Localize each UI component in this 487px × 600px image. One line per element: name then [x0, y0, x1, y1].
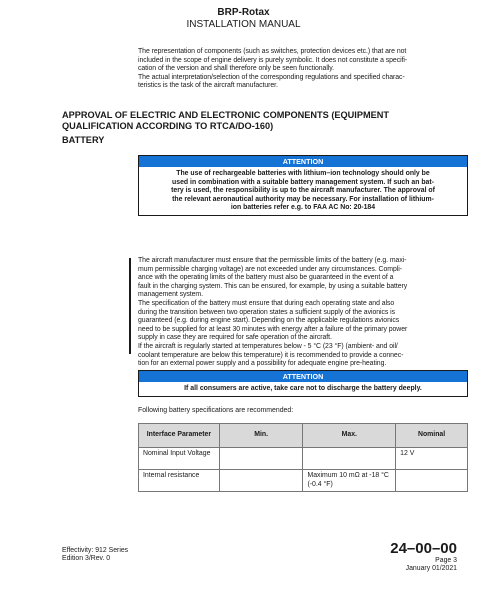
effectivity-text: Effectivity: 912 Series: [62, 547, 129, 554]
section-heading-line: QUALIFICATION ACCORDING TO RTCA/DO-160): [62, 121, 274, 131]
table-cell: Nominal Input Voltage: [139, 448, 220, 470]
company-name: BRP-Rotax: [217, 7, 270, 18]
intro-line: cation of the version and shall therefore only be seen functionally.: [138, 65, 335, 73]
attention-line: used in combination with a suitable battery management system. If such an bat-: [172, 178, 434, 186]
revision-date: January 01/2021: [405, 565, 457, 573]
footer-doc-info: [390, 540, 457, 574]
body-line: management system.: [138, 291, 203, 299]
table-cell: 12 V: [396, 448, 468, 470]
body-line: during the transition between two operation states a sufficient supply of the avionics is: [138, 308, 396, 316]
battery-spec-table: [138, 423, 468, 492]
table-header-row: [139, 424, 468, 448]
body-line: supply in case they are required for safe operation of the aircraft.: [138, 334, 332, 342]
attention-body: [139, 167, 467, 215]
page-header: [0, 7, 487, 31]
attention-box-lithium: [138, 155, 468, 216]
body-line: tion for an external power supply and a possibility for adequate engine pre-heating.: [138, 360, 387, 368]
body-line: need to be supplied for at least 30 minutes with energy after a failure of the primary power: [138, 325, 408, 333]
column-header: Interface Parameter: [139, 424, 220, 448]
table-cell: Internal resistance: [139, 470, 220, 492]
attention-line: the relevant aeronautical authority may be necessary. For installation of lithium-: [172, 195, 434, 203]
spec-intro-text: Following battery specifications are recommended:: [138, 407, 294, 414]
table-row: [139, 470, 468, 492]
manual-title: INSTALLATION MANUAL: [186, 19, 301, 30]
intro-line: teristics is the task of the aircraft manufacturer.: [138, 82, 278, 90]
attention-line: ion batteries refer e.g. to FAA AC No: 20-184: [230, 204, 376, 212]
section-heading: [62, 110, 442, 132]
table-cell: [219, 470, 303, 492]
intro-line: included in the scope of engine delivery is purely symbolic. It does not constitute a specifi-: [138, 56, 408, 64]
intro-line: The actual interpretation/selection of the corresponding regulations and specified charac-: [138, 73, 405, 81]
revision-change-bar: [129, 258, 131, 354]
attention-title: ATTENTION: [139, 371, 467, 382]
attention-box-discharge: [138, 370, 468, 397]
column-header: Min.: [219, 424, 303, 448]
table-cell: [303, 448, 396, 470]
section-heading-line: APPROVAL OF ELECTRIC AND ELECTRONIC COMPONENTS (EQUIPMENT: [62, 110, 390, 120]
table-cell: [396, 470, 468, 492]
attention-line: tery is used, the responsibility is up to the aircraft manufacturer. The approval of: [171, 187, 435, 195]
intro-line: The representation of components (such as switches, protection devices etc.) that are not: [138, 48, 407, 55]
body-line: ance with the operating limits of the battery must also be guaranteed in the event of a: [138, 274, 394, 282]
column-header: Max.: [303, 424, 396, 448]
body-line: mum permissible charging voltage) are not exceeded under any circumstances. Compli-: [138, 265, 402, 273]
edition-text: Edition 3/Rev. 0: [62, 555, 111, 563]
body-line: fault in the charging system. This can be ensured, for example, by using a suitable battery: [138, 282, 408, 290]
body-line: coolant temperature are below this temperature) it is recommended to provide a connec-: [138, 351, 404, 359]
attention-line: The use of rechargeable batteries with lithium–ion technology should only be: [176, 170, 430, 177]
document-number: 24–00–00: [390, 540, 457, 557]
attention-body: If all consumers are active, take care not to discharge the battery deeply.: [184, 385, 422, 392]
page-number: Page 3: [435, 557, 457, 564]
body-line: If the aircraft is regularly started at temperatures below - 5 °C (23 °F) (ambient- and oil/: [138, 342, 398, 350]
footer-effectivity: [62, 547, 128, 564]
battery-heading: BATTERY: [62, 135, 105, 145]
body-line: The aircraft manufacturer must ensure that the permissible limits of the battery (e.g. maxi-: [138, 257, 407, 264]
intro-paragraph: [138, 48, 468, 91]
body-line: guaranteed (e.g. during engine start). Depending on the applicable regulations avionics: [138, 317, 400, 325]
table-cell: [219, 448, 303, 470]
attention-title: ATTENTION: [139, 156, 467, 167]
table-row: [139, 448, 468, 470]
body-line: The specification of the battery must ensure that during each operating state and also: [138, 299, 395, 307]
battery-requirements-text: [138, 257, 468, 369]
table-cell: Maximum 10 mΩ at -18 °C (-0.4 °F): [303, 470, 396, 492]
column-header: Nominal: [396, 424, 468, 448]
